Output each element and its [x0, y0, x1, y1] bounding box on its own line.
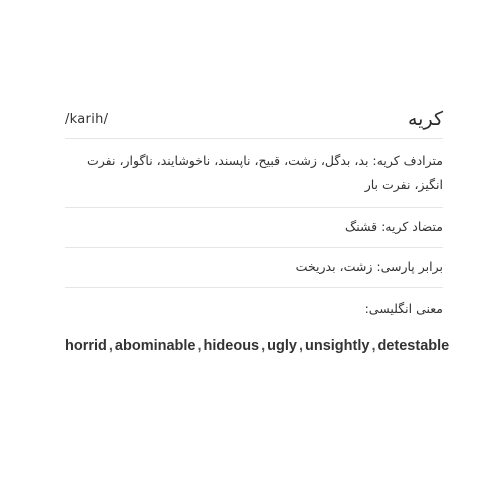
synonyms-text: بد، بدگل، زشت، قبیح، ناپسند، ناخوشایند، ناگوار، نفرت انگیز، نفرت بار: [87, 153, 443, 192]
word-separator: ,: [197, 338, 202, 354]
headword: کریه: [407, 108, 443, 130]
dictionary-card: [65, 100, 450, 360]
word-separator: ,: [298, 338, 303, 354]
persian-equivalent-section: [65, 248, 443, 287]
english-meaning-list: [65, 332, 450, 360]
english-meaning-label: معنی انگلیسی:: [364, 301, 443, 316]
persian-equivalent-label: برابر پارسی:: [376, 259, 443, 274]
english-word: hideous: [203, 338, 260, 354]
pronunciation: /karih/: [65, 111, 109, 127]
english-word: horrid: [65, 338, 107, 354]
synonyms-label: مترادف کریه:: [372, 153, 443, 168]
word-separator: ,: [261, 338, 266, 354]
english-word: abominable: [114, 338, 196, 354]
word-separator: ,: [371, 338, 376, 354]
word-separator: ,: [108, 338, 113, 354]
persian-equivalent-text: زشت، بدریخت: [295, 259, 373, 274]
entry-header: [65, 100, 443, 138]
antonyms-label: متضاد کریه:: [381, 219, 443, 234]
antonyms-text: قشنگ: [345, 219, 378, 234]
english-word: ugly: [267, 338, 297, 354]
synonyms-section: [65, 139, 443, 207]
english-word: unsightly: [305, 338, 370, 354]
antonyms-section: [65, 208, 443, 247]
english-word: detestable: [377, 338, 450, 354]
